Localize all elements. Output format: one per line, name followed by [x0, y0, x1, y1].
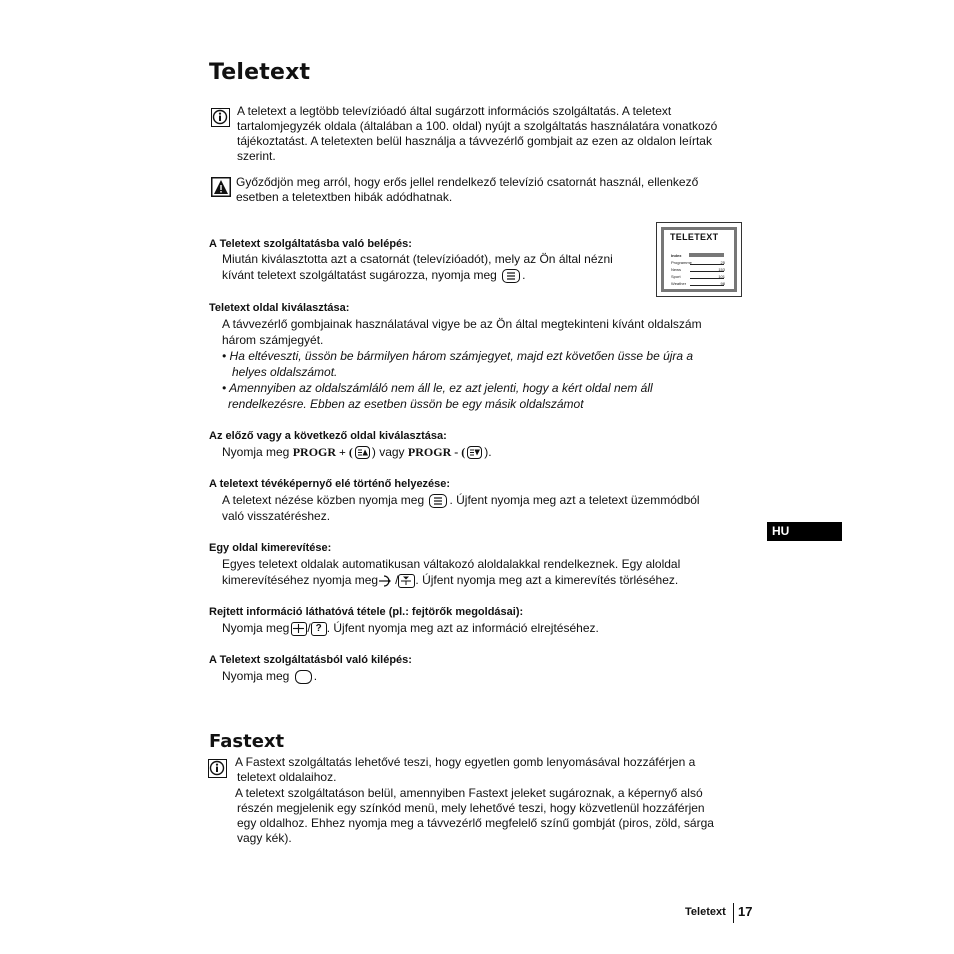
teletext-button-icon: [502, 269, 520, 283]
select-bullet-2a: • Amennyiben az oldalszámláló nem áll le, ez azt jelenti, hogy a kért oldal nem áll: [222, 381, 653, 395]
freeze-line-2b: . Újfent nyomja meg azt a kimerevítés törléséhez.: [415, 573, 679, 587]
info-icon: [211, 108, 230, 127]
teletext-row-value: 101: [718, 274, 725, 279]
teletext-row-value: 98: [720, 281, 725, 286]
fastext-line-4: részén megjelenik egy színkód menü, mely lehetővé teszi, hogy közvetlenül hozzáférjen: [237, 801, 705, 815]
prevnext-close-2: ).: [484, 445, 492, 459]
enter-line-2-end: .: [522, 268, 526, 282]
section-heading-exit: A Teletext szolgáltatásból való kilépés:: [209, 654, 412, 666]
hold-button-icon: [378, 574, 395, 588]
fastext-line-1: A Fastext szolgáltatás lehetővé teszi, hogy egyetlen gomb lenyomásával hozzáférjen a: [235, 755, 696, 769]
freeze-line-2a: kimerevítéséhez nyomja meg: [222, 573, 379, 587]
expand-button-icon: [291, 622, 307, 636]
prevnext-line: [222, 445, 492, 460]
prevnext-close-1: ) vagy: [371, 445, 405, 459]
teletext-row-label: Programme: [671, 260, 692, 265]
freeze-line-2: kimerevítéséhez nyomja meg / . Újfent nyomja meg azt a kimerevítés törléséhez.: [222, 573, 679, 587]
superimpose-line-2: való visszatéréshez.: [222, 509, 331, 523]
teletext-row-value: 153: [718, 267, 725, 272]
section-heading-enter: A Teletext szolgáltatásba való belépés:: [209, 238, 412, 250]
teletext-row-line: [690, 285, 724, 286]
exit-line-1b: .: [313, 669, 318, 683]
fastext-line-6: vagy kék).: [237, 831, 292, 845]
teletext-row-line: [690, 264, 724, 265]
reveal-line-1a: Nyomja meg: [222, 621, 290, 635]
teletext-screen-header: TELETEXT: [670, 232, 719, 242]
prevnext-press: Nyomja meg: [222, 445, 290, 459]
fastext-line-3: A teletext szolgáltatáson belül, amennyiben Fastext jeleket sugároznak, a képernyő alsó: [235, 786, 703, 800]
teletext-screen-highlight: [689, 253, 724, 257]
select-line-2: három számjegyét.: [222, 333, 324, 347]
enter-line-2: [222, 268, 526, 283]
tv-button-icon: [295, 670, 312, 684]
section-heading-superimpose: A teletext tévéképernyő elé történő helyezése:: [209, 478, 451, 490]
subpage-button-icon: [398, 574, 415, 588]
progr-plus-label: PROGR + (: [292, 445, 353, 459]
exit-line-1a: Nyomja meg: [222, 669, 290, 683]
teletext-row-label: Weather: [671, 281, 687, 286]
warning-icon: [211, 177, 231, 197]
enter-line-1: Miután kiválasztotta azt a csatornát (televízióadót), mely az Ön által nézni: [222, 252, 613, 266]
footer-section-label: Teletext: [685, 906, 726, 918]
section-heading-select: Teletext oldal kiválasztása:: [209, 302, 350, 314]
fastext-title: Fastext: [209, 731, 285, 752]
teletext-button-icon: [429, 494, 447, 508]
warning-text: Győződjön meg arról, hogy erős jellel rendelkező televízió csatornát használ, ellenkező esetben a teletextben hibák adódhatnak.: [236, 175, 699, 204]
page-down-button-icon: [467, 446, 482, 459]
teletext-row-value: 25: [720, 260, 725, 265]
fastext-line-2: teletext oldalaihoz.: [237, 770, 337, 784]
page-up-button-icon: [355, 446, 370, 459]
select-bullet-2b: rendelkezésre. Ebben az esetben üssön be egy másik oldalszámot: [228, 397, 584, 411]
superimpose-line-1a: A teletext nézése közben nyomja meg: [222, 493, 425, 507]
select-bullet-1b: helyes oldalszámot.: [232, 365, 338, 379]
superimpose-line-1b: . Újfent nyomja meg azt a teletext üzemmódból: [449, 493, 700, 507]
info-icon: [208, 759, 227, 778]
teletext-row-label: News: [671, 267, 682, 272]
enter-line-2-text: kívánt teletext szolgáltatást sugározza, nyomja meg: [222, 268, 497, 282]
reveal-button-icon: ?: [311, 622, 327, 636]
teletext-screen-illustration: [656, 222, 742, 297]
section-heading-freeze: Egy oldal kimerevítése:: [209, 542, 332, 554]
select-line-1: A távvezérlő gombjainak használatával vigye be az Ön által megtekinteni kívánt oldalszám: [222, 317, 702, 331]
superimpose-line-1: [222, 493, 700, 508]
teletext-row-label: Sport: [671, 274, 681, 279]
exit-line-1: [222, 669, 317, 684]
section-heading-prevnext: Az előző vagy a következő oldal kiválasztása:: [209, 430, 447, 442]
section-heading-reveal: Rejtett információ láthatóvá tétele (pl.: fejtörők megoldásai):: [209, 606, 524, 618]
fastext-line-5: egy oldalhoz. Ehhez nyomja meg a távvezérlő megfelelő színű gombját (piros, zöld, sárga: [237, 816, 714, 830]
page-title: Teletext: [209, 60, 311, 85]
reveal-line-1: Nyomja meg / ? . Újfent nyomja meg azt az információ elrejtéséhez.: [222, 621, 599, 635]
footer-divider: [733, 903, 734, 923]
freeze-line-1: Egyes teletext oldalak automatikusan váltakozó aloldalakkal rendelkeznek. Egy aloldal: [222, 557, 681, 571]
select-bullet-1a: • Ha eltéveszti, üssön be bármilyen három számjegyet, majd ezt követően üsse be újra a: [222, 349, 694, 363]
intro-text: A teletext a legtöbb televízióadó által sugárzott információs szolgáltatás. A teletext tartalomjegyzék oldala (általában a 100. oldal) nyújt a szolgáltatás használatára vonatkozó tájékoztatást. A teletexten belül használja a távvezérlő gombjait az ezen az oldalon leírtak szerint.: [237, 104, 718, 163]
progr-minus-label: PROGR - (: [407, 445, 466, 459]
page-number: 17: [738, 904, 753, 919]
language-tab: HU: [767, 522, 842, 541]
teletext-row-label: Index: [671, 253, 682, 258]
reveal-line-1b: . Újfent nyomja meg azt az információ elrejtéséhez.: [326, 621, 599, 635]
